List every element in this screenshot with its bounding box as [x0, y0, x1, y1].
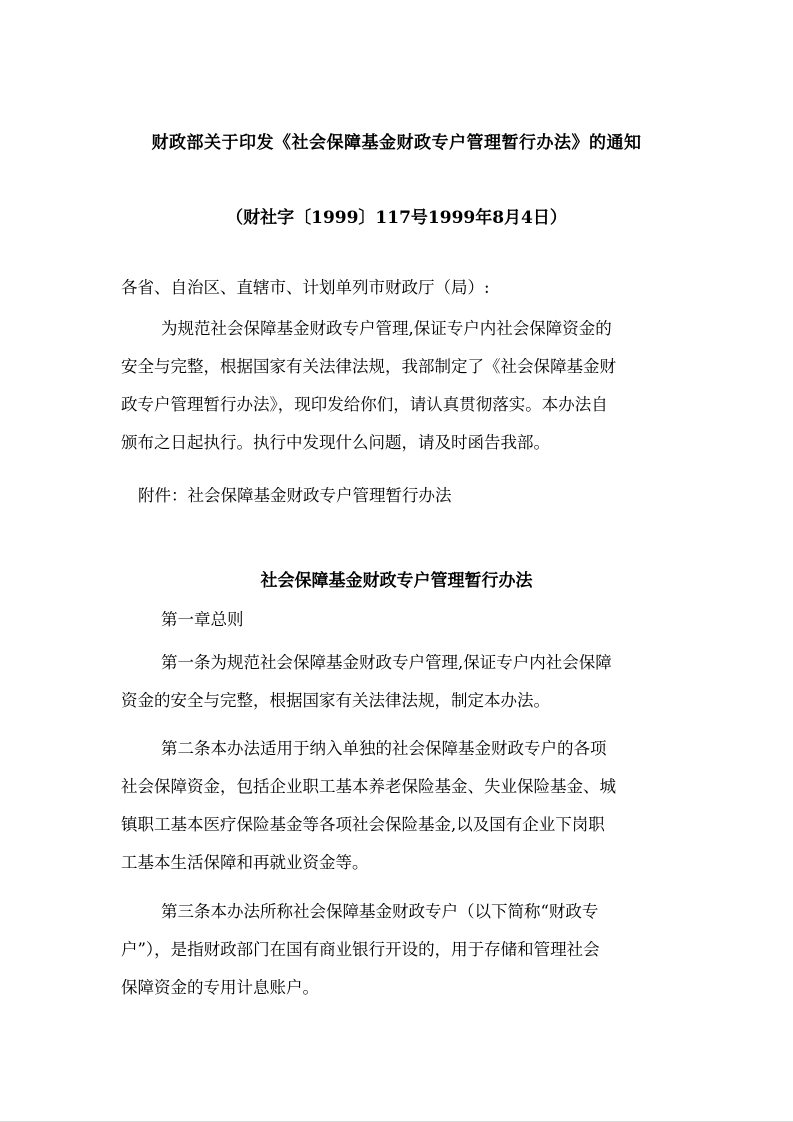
document-title: 财政部关于印发《社会保障基金财政专户管理暂行办法》的通知 [151, 133, 642, 153]
article-line: 户”），是指财政部门在国有商业银行开设的，用于存储和管理社会 [121, 940, 600, 959]
article-line: 第二条本办法适用于纳入单独的社会保障基金财政专户的各项 [161, 739, 607, 758]
notice-line: 颁布之日起执行。执行中发现什么问题，请及时函告我部。 [121, 433, 550, 452]
notice-line: 政专户管理暂行办法》，现印发给你们，请认真贯彻落实。本办法自 [121, 395, 608, 414]
notice-line: 安全与完整，根据国家有关法律法规，我部制定了《社会保障基金财 [121, 357, 616, 376]
article-line: 工基本生活保障和再就业资金等。 [121, 853, 369, 872]
attachment-line: 附件：社会保障基金财政专户管理暂行办法 [138, 486, 452, 505]
document-number: （财社字〔1999〕117号1999年8月4日） [226, 208, 567, 228]
article-line: 镇职工基本医疗保险基金等各项社会保险基金,以及国有企业下岗职 [121, 815, 605, 834]
article-line: 社会保障资金，包括企业职工基本养老保险基金、失业保险基金、城 [121, 777, 616, 796]
article-line: 第三条本办法所称社会保障基金财政专户（以下简称“财政专 [161, 902, 599, 921]
chapter-heading: 第一章总则 [161, 610, 244, 629]
section-title: 社会保障基金财政专户管理暂行办法 [260, 571, 533, 591]
article-line: 保障资金的专用计息账户。 [121, 978, 319, 997]
notice-line: 为规范社会保障基金财政专户管理,保证专户内社会保障资金的 [161, 319, 612, 338]
article-line: 资金的安全与完整，根据国家有关法律法规，制定本办法。 [121, 691, 550, 710]
article-line: 第一条为规范社会保障基金财政专户管理,保证专户内社会保障 [161, 653, 612, 672]
addressee-line: 各省、自治区、直辖市、计划单列市财政厅（局）: [121, 278, 490, 297]
